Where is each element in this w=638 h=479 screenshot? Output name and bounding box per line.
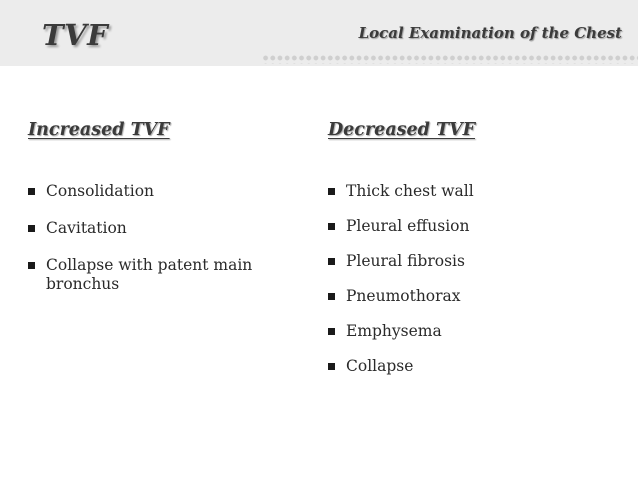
list-item-text: Thick chest wall: [346, 182, 474, 200]
slide-title: TVF: [42, 18, 109, 52]
list-item: [328, 357, 628, 376]
list-item: [328, 252, 628, 271]
list-item-text: Collapse: [346, 357, 414, 375]
decreased-tvf-heading: Decreased TVF: [328, 120, 475, 140]
list-item: [328, 182, 628, 201]
increased-tvf-heading: Increased TVF: [28, 120, 170, 140]
decreased-tvf-list: [328, 182, 628, 376]
square-bullet-icon: [328, 188, 335, 195]
increased-tvf-column: [28, 120, 298, 312]
square-bullet-icon: [328, 223, 335, 230]
square-bullet-icon: [28, 262, 35, 269]
square-bullet-icon: [328, 363, 335, 370]
list-item: [328, 287, 628, 306]
slide-topic: Local Examination of the Chest: [358, 24, 622, 42]
decreased-tvf-column: [328, 120, 628, 392]
list-item-text: Cavitation: [46, 219, 127, 237]
dotted-divider: [262, 54, 638, 64]
list-item-text: Pneumothorax: [346, 287, 461, 305]
list-item: [328, 322, 628, 341]
list-item: [28, 256, 298, 294]
list-item-text: Pleural effusion: [346, 217, 470, 235]
square-bullet-icon: [28, 225, 35, 232]
square-bullet-icon: [28, 188, 35, 195]
increased-tvf-list: [28, 182, 298, 294]
list-item-text: Emphysema: [346, 322, 442, 340]
square-bullet-icon: [328, 258, 335, 265]
list-item: [28, 219, 298, 238]
list-item: [328, 217, 628, 236]
square-bullet-icon: [328, 293, 335, 300]
square-bullet-icon: [328, 328, 335, 335]
list-item-text: Collapse with patent main bronchus: [46, 256, 253, 293]
list-item: [28, 182, 298, 201]
list-item-text: Consolidation: [46, 182, 155, 200]
list-item-text: Pleural fibrosis: [346, 252, 465, 270]
